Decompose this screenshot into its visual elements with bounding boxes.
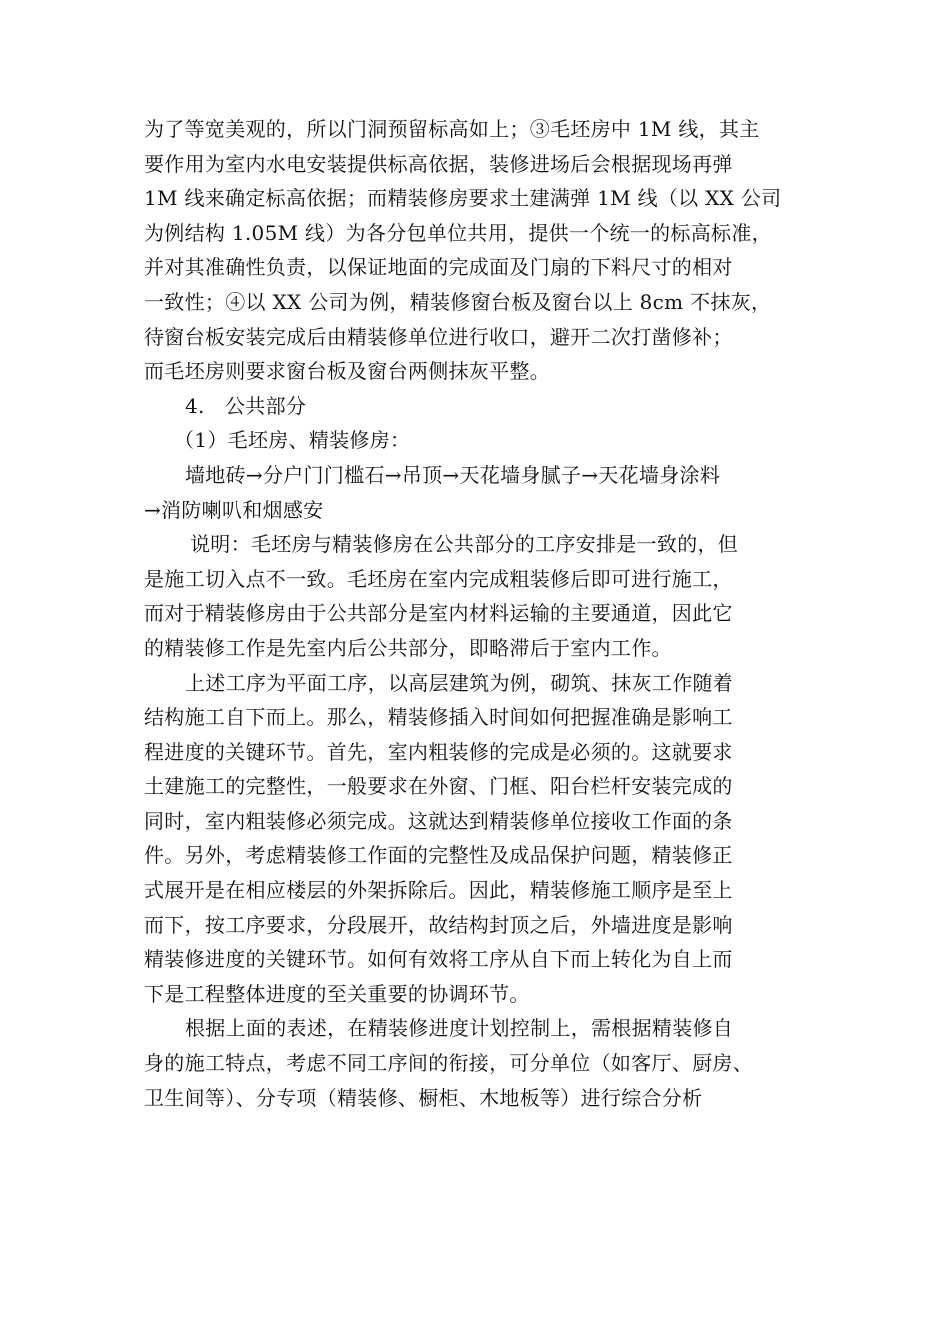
text-line: 1M 线来确定标高依据；而精装修房要求土建满弹 1M 线（以 XX 公司: [144, 186, 782, 211]
text-line: 是施工切入点不一致。毛坯房在室内完成粗装修后即可进行施工，: [144, 566, 733, 591]
text-line: 并对其准确性负责，以保证地面的完成面及门扇的下料尺寸的相对: [144, 255, 733, 280]
section-heading-public-area: [144, 389, 812, 424]
text-line: 而对于精装修房由于公共部分是室内材料运输的主要通道，因此它: [144, 601, 733, 626]
paragraph-schedule-control: [144, 1011, 812, 1115]
text-line: 说明：毛坯房与精装修房在公共部分的工序安排是一致的，但: [190, 532, 739, 557]
text-line: 同时，室内粗装修必须完成。这就达到精装修单位接收工作面的条: [144, 808, 733, 833]
text-line: →消防喇叭和烟感安: [144, 497, 324, 522]
text-line: 一致性；④以 XX 公司为例，精装修窗台板及窗台以上 8cm 不抹灰，: [144, 289, 772, 314]
subsection-heading: [144, 423, 812, 458]
text-line: 下是工程整体进度的至关重要的协调环节。: [144, 981, 530, 1006]
text-line: 而毛坯房则要求窗台板及窗台两侧抹灰平整。: [144, 359, 550, 384]
text-line: 而下，按工序要求，分段展开，故结构封顶之后，外墙进度是影响: [144, 912, 733, 937]
subsection-heading-text: （1）毛坯房、精装修房：: [174, 428, 411, 453]
text-line: 土建施工的完整性，一般要求在外窗、门框、阳台栏杆安装完成的: [144, 774, 733, 799]
text-line: 结构施工自下而上。那么，精装修插入时间如何把握准确是影响工: [144, 705, 733, 730]
text-line: 上述工序为平面工序，以高层建筑为例，砌筑、抹灰工作随着: [185, 670, 734, 695]
text-line: 为了等宽美观的，所以门洞预留标高如上；③毛坯房中 1M 线，其主: [144, 117, 760, 141]
paragraph-process-analysis: [144, 666, 812, 1012]
text-line: 程进度的关键环节。首先，室内粗装修的完成是必须的。这就要求: [144, 739, 733, 764]
explanation-paragraph: [144, 527, 812, 665]
text-line: 卫生间等）、分专项（精装修、橱柜、木地板等）进行综合分析: [144, 1085, 703, 1110]
text-line: 待窗台板安装完成后由精装修单位进行收口，避开二次打凿修补；: [144, 324, 733, 349]
text-line: 精装修进度的关键环节。如何有效将工序从自下而上转化为自上而: [144, 947, 733, 972]
text-line: 件。另外，考虑精装修工作面的完整性及成品保护问题，精装修正: [144, 843, 733, 868]
paragraph-1: [144, 112, 812, 389]
text-line: 为例结构 1.05M 线）为各分包单位共用，提供一个统一的标高标准，: [144, 220, 772, 245]
text-line: 的精装修工作是先室内后公共部分，即略滞后于室内工作。: [144, 635, 672, 660]
text-line: 墙地砖→分户门门槛石→吊顶→天花墙身腻子→天花墙身涂料: [185, 462, 721, 487]
document-body: [144, 112, 812, 1115]
process-sequence: [144, 458, 812, 527]
section-heading-text: 4. 公共部分: [185, 393, 307, 418]
text-line: 根据上面的表述，在精装修进度计划控制上，需根据精装修自: [185, 1016, 734, 1041]
text-line: 身的施工特点，考虑不同工序间的衔接，可分单位（如客厅、厨房、: [144, 1051, 753, 1076]
text-line: 要作用为室内水电安装提供标高依据，装修进场后会根据现场再弹: [144, 151, 733, 176]
text-line: 式展开是在相应楼层的外架拆除后。因此，精装修施工顺序是至上: [144, 878, 733, 903]
